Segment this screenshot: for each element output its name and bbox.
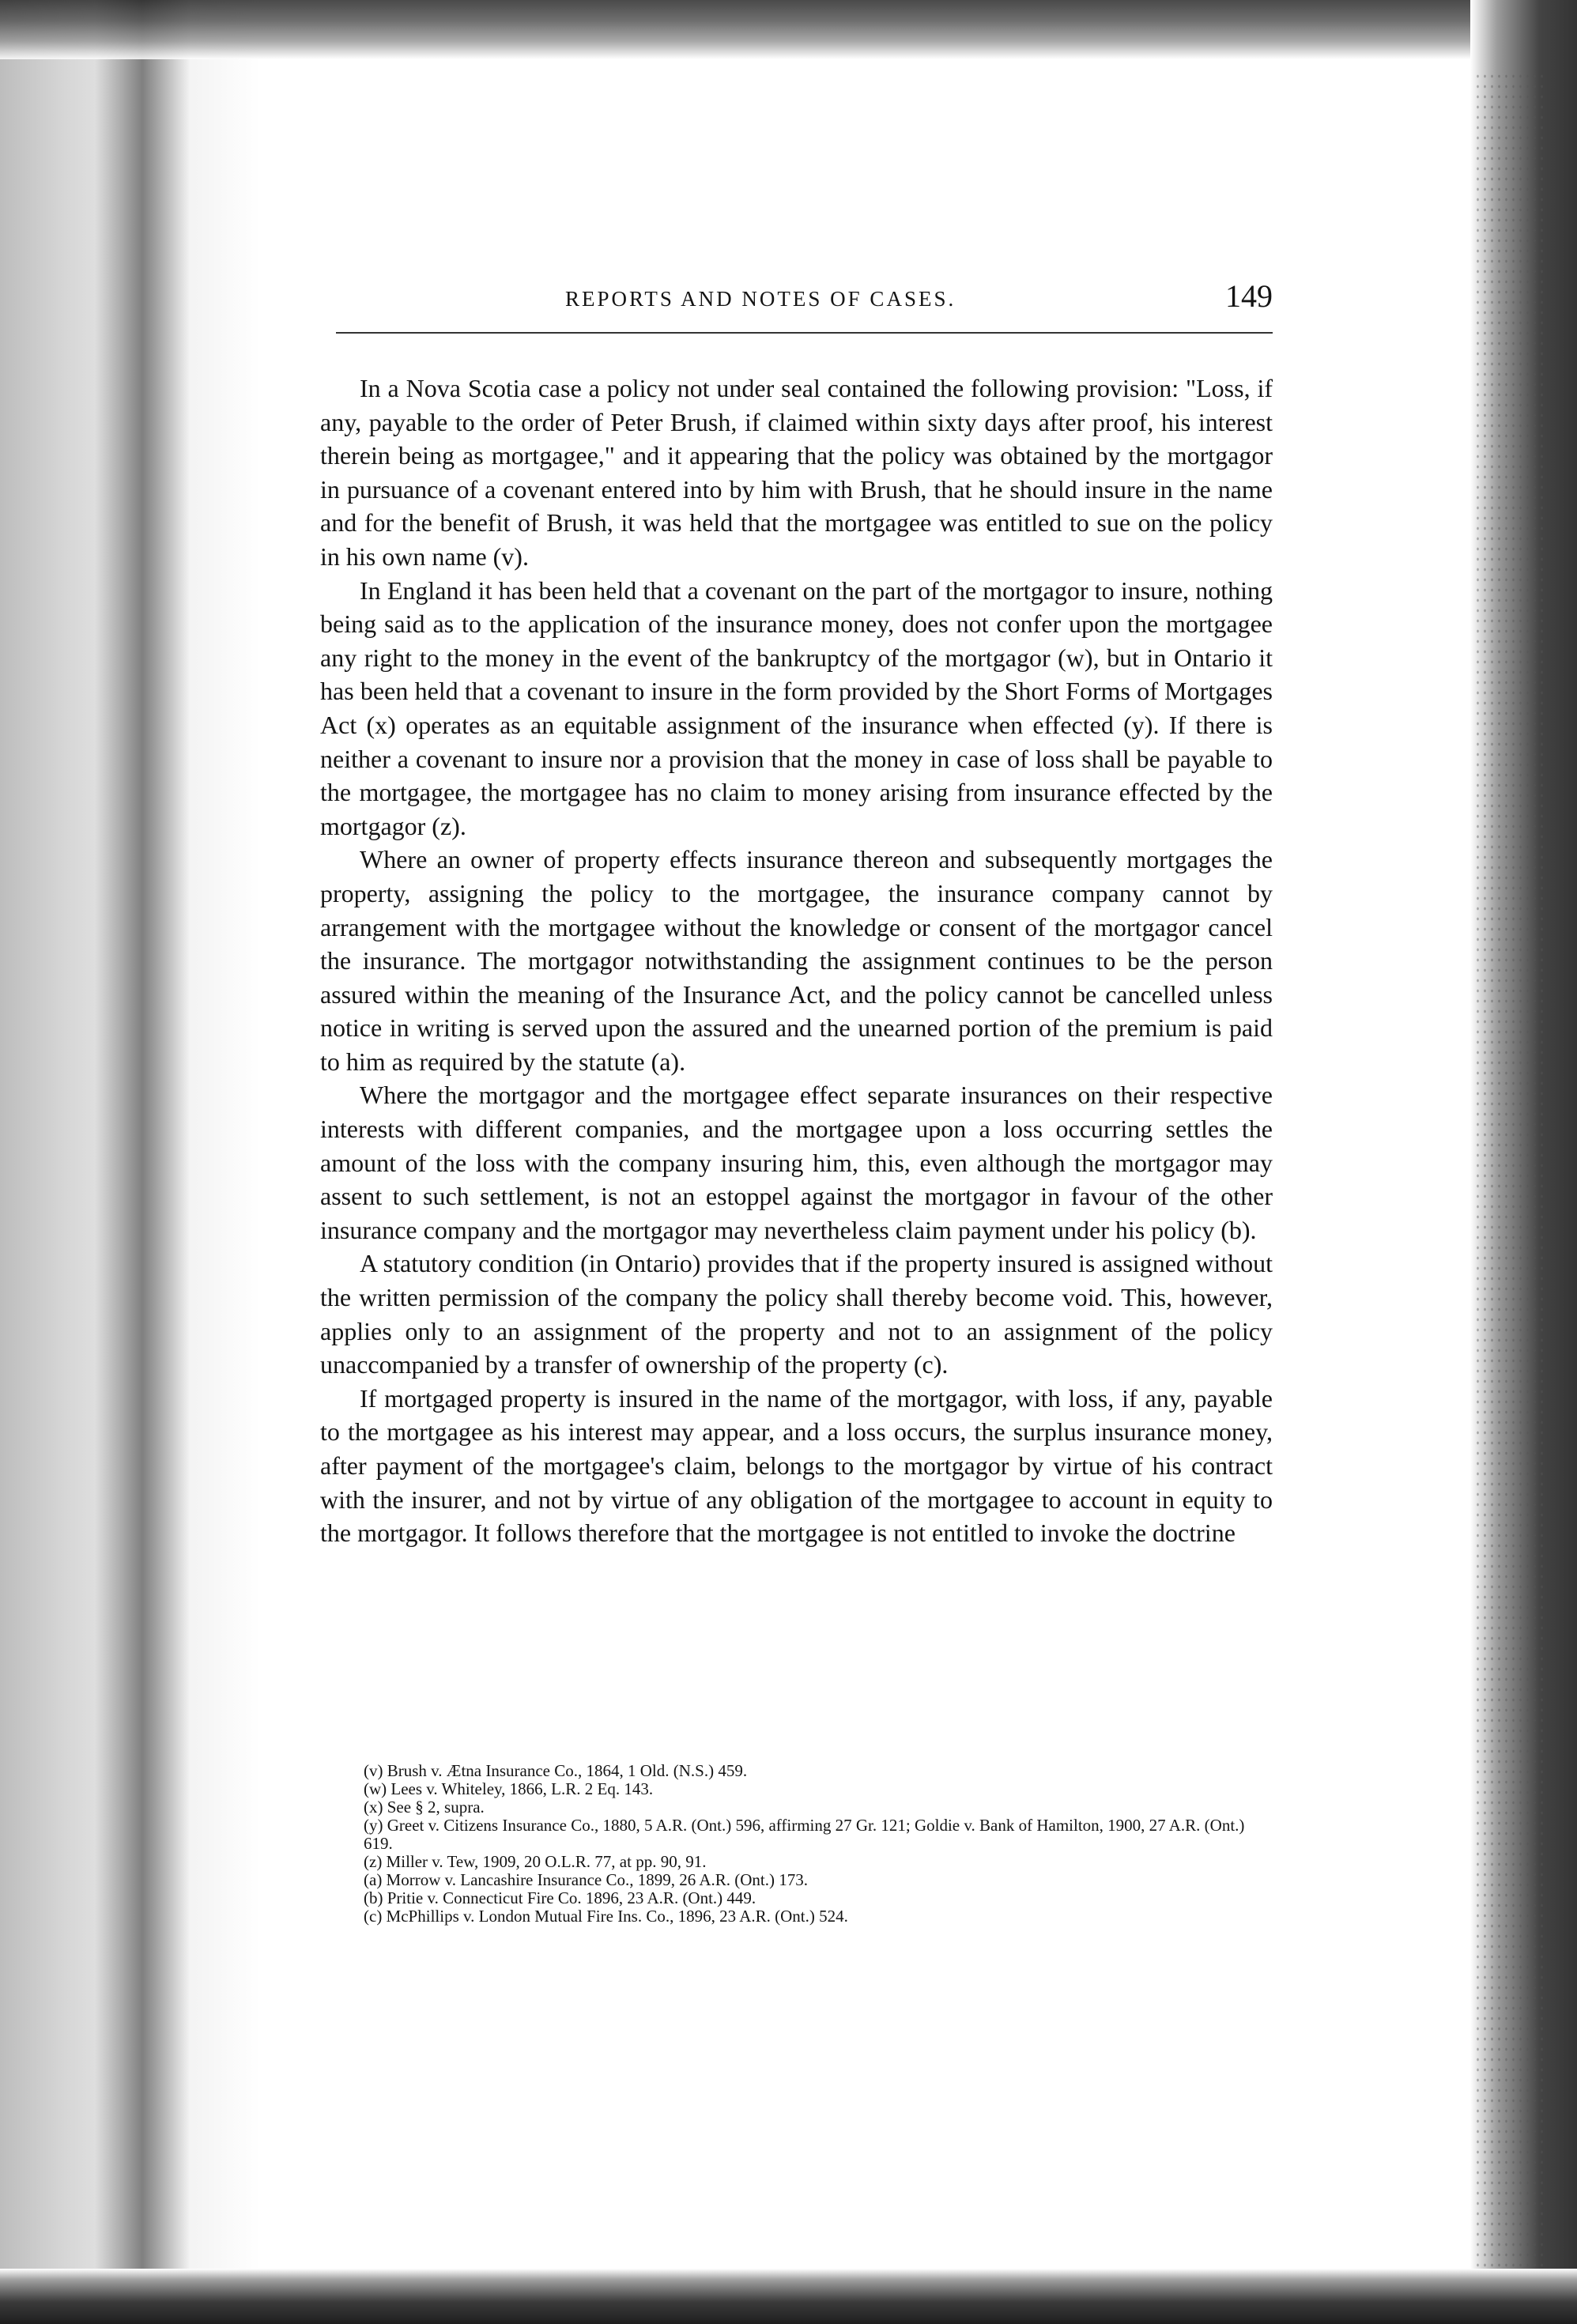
running-head [320, 273, 1273, 320]
paragraph: If mortgaged property is insured in the name of the mortgagor, with loss, if any, payable to the mortgagee as his interest may appear, and a loss occurs, the surplus insurance money, after payment of the mortgagee's claim, belongs to the mortgagor by virtue of his contract with the insurer, and not by virtue of any obligation of the mortgagee to account in equity to the mortgagor. It follows therefore that the mortgagee is not entitled to invoke the doctrine [320, 1383, 1273, 1548]
footnote: (w) Lees v. Whiteley, 1866, L.R. 2 Eq. 143. [364, 1779, 654, 1798]
page-number: 149 [1225, 278, 1273, 314]
footnote: (a) Morrow v. Lancashire Insurance Co., 1899, 26 A.R. (Ont.) 173. [364, 1870, 809, 1889]
running-title: REPORTS AND NOTES OF CASES. [565, 287, 956, 311]
body-text [320, 372, 1273, 1550]
footnote: (c) McPhillips v. London Mutual Fire Ins. Co., 1896, 23 A.R. (Ont.) 524. [364, 1907, 848, 1926]
paragraph: In a Nova Scotia case a policy not under seal contained the following provision: "Loss, if any, payable to the order of Peter Brush, if claimed within sixty days after proof, his interest therein being as mortgagee," and it appearing that the policy was obtained by the mortgagor in pursuance of a covenant entered into by him with Brush, that he should insure in the name and for the benefit of Brush, it was held that the mortgagee was entitled to sue on the policy in his own name (v). [320, 374, 1273, 571]
paragraph: In England it has been held that a covenant on the part of the mortgagor to insure, nothing being said as to the application of the insurance money, does not confer upon the mortgagee any right to the money in the event of the bankruptcy of the mortgagor (w), but in Ontario it has been held that a covenant to insure in the form provided by the Short Forms of Mortgages Act (x) operates as an equitable assignment of the insurance when effected (y). If there is neither a covenant to insure nor a provision that the money in case of loss shall be payable to the mortgagee, the mortgagee has no claim to money arising from insurance effected by the mortgagor (z). [320, 575, 1273, 840]
footnote: (v) Brush v. Ætna Insurance Co., 1864, 1 Old. (N.S.) 459. [364, 1761, 748, 1780]
footnote: (z) Miller v. Tew, 1909, 20 O.L.R. 77, at pp. 90, 91. [364, 1852, 707, 1871]
scan-gutter-shadow [95, 0, 190, 2324]
footnotes [320, 1762, 1273, 1926]
footnote: (b) Pritie v. Connecticut Fire Co. 1896, 23 A.R. (Ont.) 449. [364, 1888, 756, 1907]
header-rule [336, 332, 1273, 334]
footnote: (x) See § 2, supra. [364, 1798, 485, 1817]
paragraph: Where the mortgagor and the mortgagee effect separate insurances on their respective interests with different companies, and the mortgagee upon a loss occurring settles the amount of the loss with the company insuring him, this, even although the mortgagor may assent to such settlement, is not an estoppel against the mortgagor in favour of the other insurance company and the mortgagor may nevertheless claim payment under his policy (b). [320, 1081, 1273, 1244]
paragraph: Where an owner of property effects insurance thereon and subsequently mortgages the property, assigning the policy to the mortgagee, the insurance company cannot by arrangement with the mortgagee without the knowledge or consent of the mortgagor cancel the insurance. The mortgagor notwithstanding the assignment continues to be the person assured within the meaning of the Insurance Act, and the policy cannot be cancelled unless notice in writing is served upon the assured and the unearned portion of the premium is paid to him as required by the statute (a). [320, 845, 1273, 1076]
scan-bottom-border [0, 2269, 1577, 2324]
paragraph: A statutory condition (in Ontario) provides that if the property insured is assigned without the written permission of the company the policy shall thereby become void. This, however, applies only to an assignment of the property and not to an assignment of the policy unaccompanied by a transfer of ownership of the property (c). [320, 1249, 1273, 1379]
footnote: (y) Greet v. Citizens Insurance Co., 1880, 5 A.R. (Ont.) 596, affirming 27 Gr. 121; Goldie v. Bank of Hamilton, 1900, 27 A.R. (Ont.) 619. [364, 1816, 1245, 1853]
scan-right-noise [1474, 71, 1545, 2284]
book-page [320, 273, 1273, 1926]
scan-top-border [0, 0, 1577, 59]
